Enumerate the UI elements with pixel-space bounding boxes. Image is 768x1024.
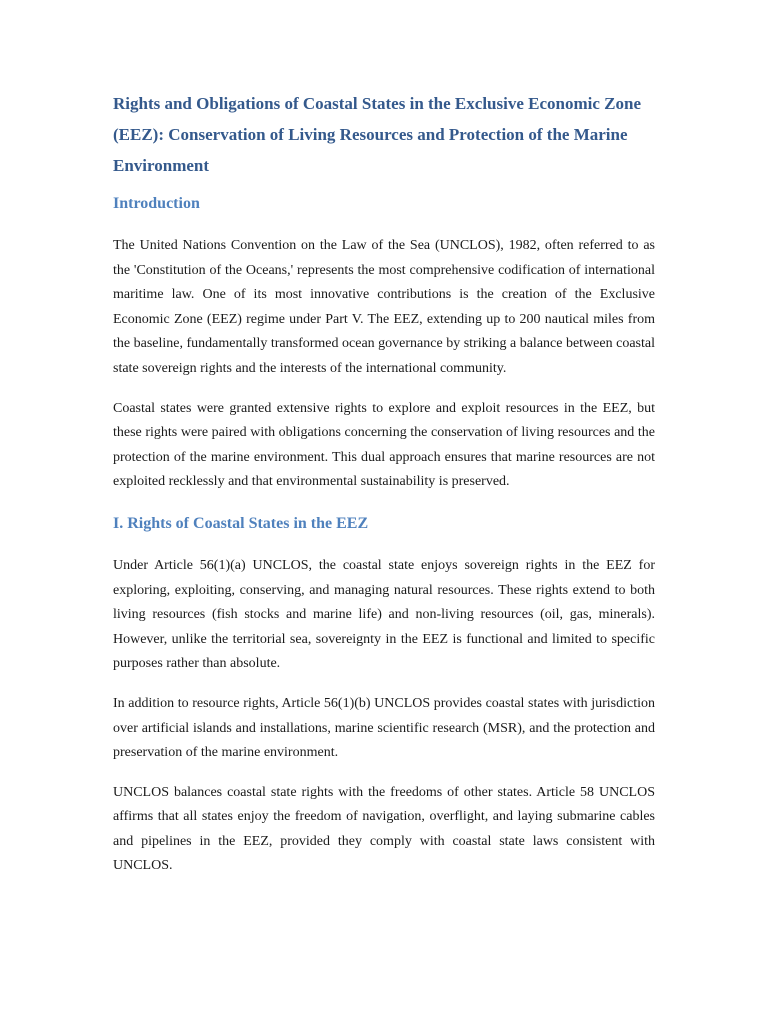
introduction-heading: Introduction: [113, 195, 200, 212]
document-page: [113, 88, 655, 879]
section-1-paragraph-3: UNCLOS balances coastal state rights with the freedoms of other states. Article 58 UNCLOS affirms that all states enjoy the freedom of navigation, overflight, and laying submarine cables and pipelines in the EEZ, provided they comply with coastal state laws consistent with UNCLOS.: [113, 784, 655, 874]
section-1-paragraph-1: Under Article 56(1)(a) UNCLOS, the coastal state enjoys sovereign rights in the EEZ for exploring, exploiting, conserving, and managing natural resources. These rights extend to both living resources (fish stocks and marine life) and non-living resources (oil, gas, minerals). However, unlike the territorial sea, sovereignty in the EEZ is functional and limited to specific purposes rather than absolute.: [113, 557, 655, 672]
document-title: Rights and Obligations of Coastal States in the Exclusive Economic Zone (EEZ): Conservation of Living Resources and Protection of the Marine Environment: [113, 94, 641, 175]
introduction-paragraph-2: Coastal states were granted extensive rights to explore and exploit resources in the EEZ, but these rights were paired with obligations concerning the conservation of living resources and the protection of the marine environment. This dual approach ensures that marine resources are not exploited recklessly and that environmental sustainability is preserved.: [113, 400, 655, 490]
introduction-paragraph-1: The United Nations Convention on the Law of the Sea (UNCLOS), 1982, often referred to as the 'Constitution of the Oceans,' represents the most comprehensive codification of international maritime law. One of its most innovative contributions is the creation of the Exclusive Economic Zone (EEZ) regime under Part V. The EEZ, extending up to 200 nautical miles from the baseline, fundamentally transformed ocean governance by striking a balance between coastal state sovereign rights and the interests of the international community.: [113, 238, 655, 376]
section-1-paragraph-2: In addition to resource rights, Article 56(1)(b) UNCLOS provides coastal states with jurisdiction over artificial islands and installations, marine scientific research (MSR), and the protection and preservation of the marine environment.: [113, 695, 655, 761]
section-1-heading: I. Rights of Coastal States in the EEZ: [113, 514, 369, 532]
